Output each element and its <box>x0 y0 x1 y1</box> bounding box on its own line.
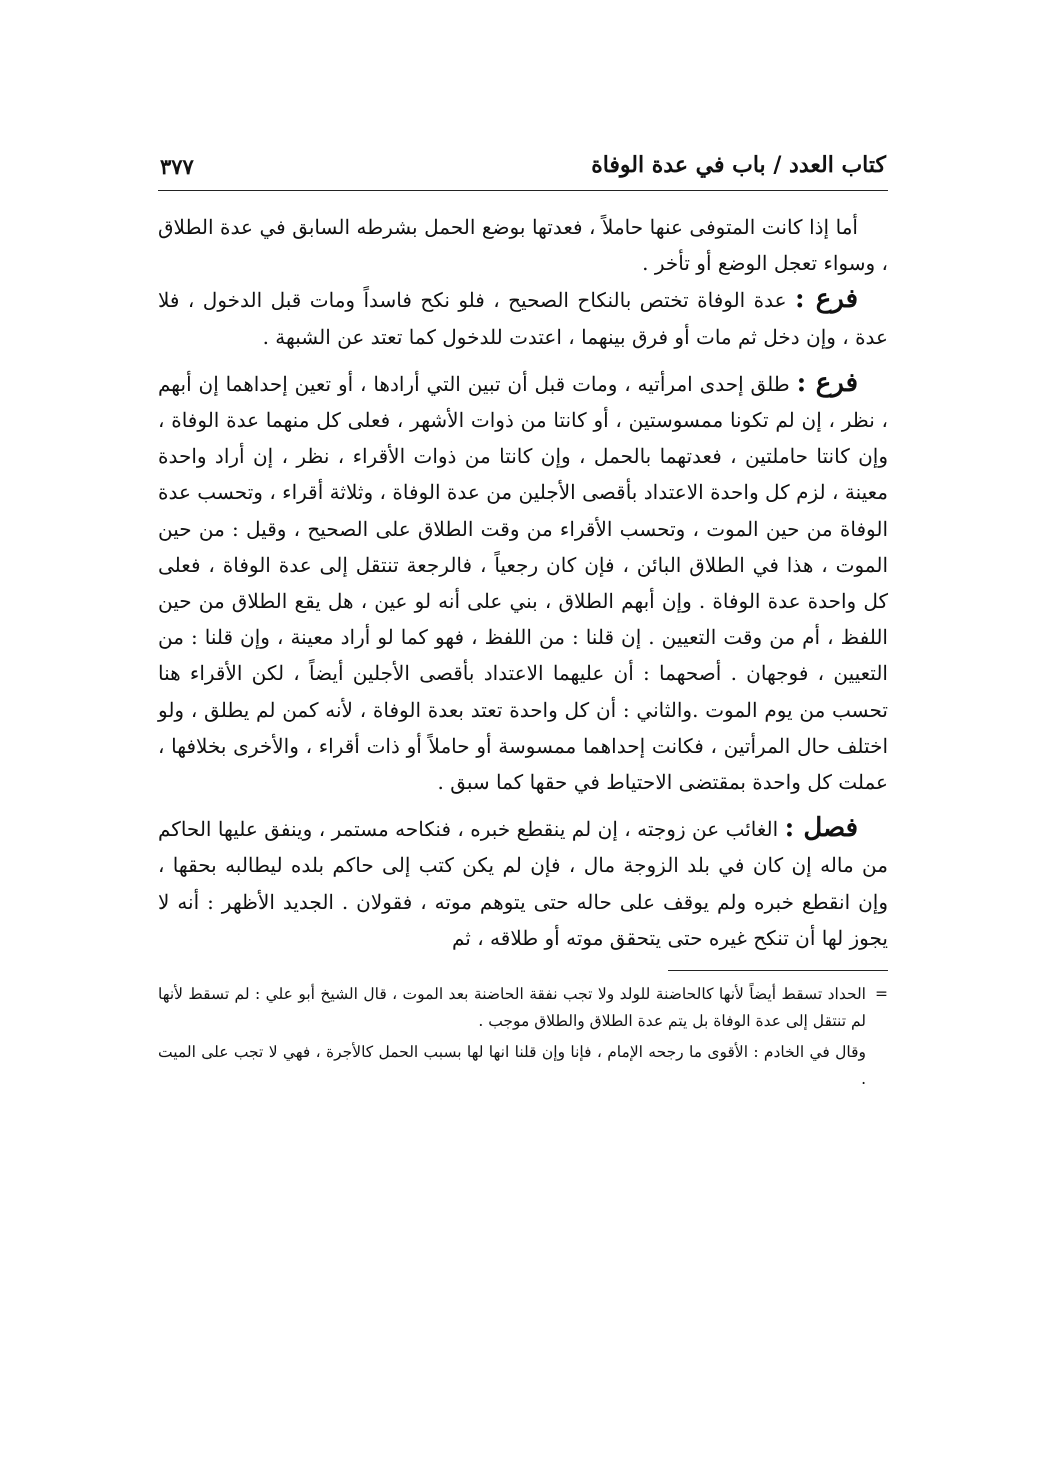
section-lead: فرع : <box>796 367 859 398</box>
footnote-continuation-marker: = <box>875 985 888 1004</box>
running-header <box>158 150 888 191</box>
paragraph <box>158 810 888 956</box>
book-page <box>158 150 888 1093</box>
section-lead: فرع : <box>795 284 859 315</box>
footnote-divider <box>668 970 888 981</box>
paragraph-text: الغائب عن زوجته ، إن لم ينقطع خبره ، فنكاحه مستمر ، وينفق عليها الحاكم من ماله إن كان في بلد الزوجة مال ، فإن لم يكن كتب إلى حاكم بلده ليطالبه بحقها ، وإن انقطع خبره ولم يوقف على حاله حتى يتوهم موته ، فقولان . الجديد الأظهر : أنه لا يجوز لها أن تنكح غيره حتى يتحقق موته أو طلاقه ، ثم <box>158 817 888 950</box>
footnote <box>158 981 888 1035</box>
paragraph-text: طلق إحدى امرأتيه ، ومات قبل أن تبين التي أرادها ، أو تعين إحداهما إن أبهم ، نظر ، إن لم تكونا ممسوستين ، أو كانتا من ذوات الأشهر ، فعلى كل منهما عدة الوفاة ، وإن كانتا حاملتين ، فعدتهما بالحمل ، وإن كانتا من ذوات الأقراء ، نظر ، إن أراد واحدة معينة ، لزم كل واحدة الاعتداد بأقصى الأجلين من عدة الوفاة ، وثلاثة أقراء ، وتحسب عدة الوفاة من حين الموت ، وتحسب الأقراء من وقت الطلاق على الصحيح ، وقيل : من حين الموت ، هذا في الطلاق البائن ، فإن كان رجعياً ، فالرجعة تنتقل إلى عدة الوفاة ، فعلى كل واحدة عدة الوفاة . وإن أبهم الطلاق ، بني على أنه لو عين ، هل يقع الطلاق من حين اللفظ ، أم من وقت التعيين . إن قلنا : من اللفظ ، فهو كما لو أراد معينة ، وإن قلنا : من التعيين ، فوجهان . أصحهما : أن عليهما الاعتداد بأقصى الأجلين أيضاً ، لكن الأقراء هنا تحسب من يوم الموت .والثاني : أن كل واحدة تعتد بعدة الوفاة ، لأنه كمن لم يطلق ، ولو اختلف حال المرأتين ، فكانت إحداهما ممسوسة أو حاملاً أو ذات أقراء ، والأخرى بخلافها ، عملت كل واحدة بمقتضى الاحتياط في حقها كما سبق . <box>158 371 889 795</box>
paragraph-text: أما إذا كانت المتوفى عنها حاملاً ، فعدتها بوضع الحمل بشرطه السابق في عدة الطلاق ، وسواء تعجل الوضع أو تأخر . <box>158 215 888 276</box>
section-lead: فصل : <box>784 813 859 844</box>
footnotes <box>158 981 888 1093</box>
paragraph <box>158 209 888 281</box>
paragraph-text: عدة الوفاة تختص بالنكاح الصحيح ، فلو نكح فاسداً ومات قبل الدخول ، فلا عدة ، وإن دخل ثم مات أو فرق بينهما ، اعتدت للدخول كما تعتد عن الشبهة . <box>158 288 888 349</box>
page-number: ٣٧٧ <box>160 154 194 179</box>
footnote <box>158 1039 888 1093</box>
paragraph <box>158 365 888 800</box>
footnote-text: الحداد تسقط أيضاً لأنها كالحاضنة للولد ولا تجب نفقة الحاضنة بعد الموت ، قال الشيخ أبو علي : لم تسقط لأنها لم تنتقل إلى عدة الوفاة بل يتم عدة الطلاق والطلاق موجب . <box>158 985 866 1031</box>
header-title: كتاب العدد / باب في عدة الوفاة <box>591 152 886 178</box>
paragraph <box>158 281 888 354</box>
main-text <box>158 209 888 956</box>
footnote-text: وقال في الخادم : الأقوى ما رجحه الإمام ، فإنا وإن قلنا انها لها بسبب الحمل كالأجرة ، فهي لا تجب على الميت . <box>158 1043 866 1089</box>
